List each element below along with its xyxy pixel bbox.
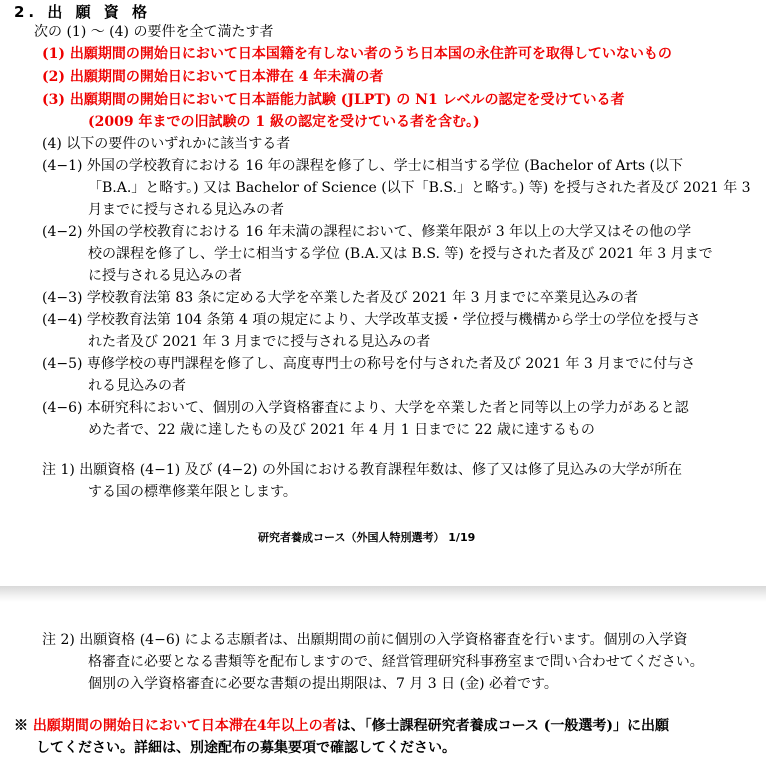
note-2-line3: 個別の入学資格審査に必要な書類の提出期限は、7 月 3 日 (金) 必着です。	[88, 676, 558, 692]
sub-4-2-line2: 校の課程を修了し、学士に相当する学位 (B.A.又は B.S. 等) を授与された者及び 2021 年 3 月まで	[88, 246, 713, 262]
section-heading: 2. 出 願 資 格	[14, 3, 152, 21]
sub-4-1-line2: 「B.A.」と略す。) 又は Bachelor of Science (以下「B.S.」と略す。) 等) を授与された者及び 2021 年 3	[88, 180, 751, 196]
note-1-line1: 注 1) 出願資格 (4−1) 及び (4−2) の外国における教育課程年数は、修了又は修了見込みの大学が所在	[42, 462, 683, 478]
sub-4-4-line2: れた者及び 2021 年 3 月までに授与される見込みの者	[88, 334, 431, 350]
requirement-4: (4) 以下の要件のいずれかに該当する者	[42, 136, 291, 152]
sub-4-1-line1: (4−1) 外国の学校教育における 16 年の課程を修了し、学士に相当する学位 (Bachelor of Arts (以下	[42, 158, 683, 174]
note-2-line2: 格審査に必要となる書類等を配布しますので、経営管理研究科事務室まで問い合わせてください。	[88, 654, 704, 670]
sub-4-3-line1: (4−3) 学校教育法第 83 条に定める大学を卒業した者及び 2021 年 3 月までに卒業見込みの者	[42, 290, 638, 306]
notice-line1	[14, 715, 669, 737]
requirement-3-note: (2009 年までの旧試験の 1 級の認定を受けている者を含む。)	[88, 114, 480, 130]
sub-4-2-line3: に授与される見込みの者	[88, 268, 242, 284]
page-footer: 研究者養成コース（外国人特別選考） 1/19	[258, 531, 476, 544]
page-separator	[0, 586, 766, 602]
notice-mark: ※	[14, 718, 28, 734]
document-page-2	[0, 602, 766, 762]
sub-4-6-line2: めた者で、22 歳に達したもの及び 2021 年 4 月 1 日までに 22 歳に達するもの	[88, 422, 595, 438]
note-1-line2: する国の標準修業年限とします。	[88, 484, 297, 500]
requirement-3: (3) 出願期間の開始日において日本語能力試験 (JLPT) の N1 レベルの認定を受けている者	[42, 92, 625, 108]
notice-highlight: 出願期間の開始日において日本滞在4年以上の者	[32, 718, 337, 734]
note-2-line1: 注 2) 出願資格 (4−6) による志願者は、出願期間の前に個別の入学資格審査を行います。個別の入学資	[42, 632, 688, 648]
sub-4-1-line3: 月までに授与される見込みの者	[88, 202, 284, 218]
sub-4-6-line1: (4−6) 本研究科において、個別の入学資格審査により、大学を卒業した者と同等以上の学力があると認	[42, 400, 689, 416]
notice-rest: は、「修士課程研究者養成コース (一般選考)」に出願	[336, 718, 670, 734]
sub-4-4-line1: (4−4) 学校教育法第 104 条第 4 項の規定により、大学改革支援・学位授与機構から学士の学位を授与さ	[42, 312, 701, 328]
intro-text: 次の (1) 〜 (4) の要件を全て満たす者	[34, 24, 274, 40]
sub-4-5-line1: (4−5) 専修学校の専門課程を修了し、高度専門士の称号を付与された者及び 2021 年 3 月までに付与さ	[42, 356, 696, 372]
sub-4-5-line2: れる見込みの者	[88, 378, 186, 394]
requirement-2: (2) 出願期間の開始日において日本滞在 4 年未満の者	[42, 69, 384, 85]
requirement-1: (1) 出願期間の開始日において日本国籍を有しない者のうち日本国の永住許可を取得していないもの	[42, 46, 672, 62]
sub-4-2-line1: (4−2) 外国の学校教育における 16 年未満の課程において、修業年限が 3 年以上の大学又はその他の学	[42, 224, 692, 240]
notice-line2: してください。詳細は、別途配布の募集要項で確認してください。	[36, 740, 456, 756]
